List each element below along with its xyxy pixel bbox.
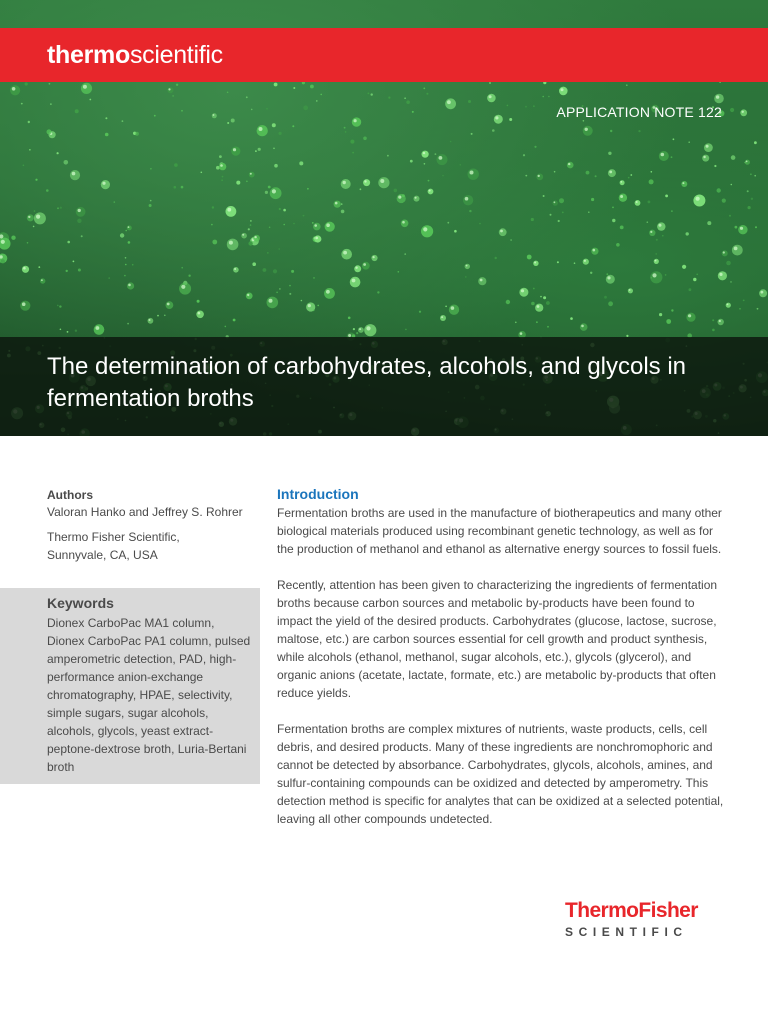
hero-banner <box>0 0 768 436</box>
keywords-box <box>0 588 260 784</box>
intro-paragraph-3: Fermentation broths are complex mixtures of nutrients, waste products, cells, cell debris, and desired products. Many of these ingredients are nonchromophoric and cannot be detected by absorbance. Carbohydrates, glycols, alcohols, amines, and sulfur-containing compounds can be oxidized and detected by amperometry. This detection method is specific for analytes that can be oxidized at a selected potential, leaving all other compounds undetected. <box>277 722 724 826</box>
introduction-heading: Introduction <box>277 486 359 502</box>
authors-label: Authors <box>47 488 93 502</box>
affiliation-line1: Thermo Fisher Scientific, <box>47 530 180 544</box>
introduction-body <box>277 504 727 846</box>
intro-paragraph-1: Fermentation broths are used in the manufacture of biotherapeutics and many other biological materials produced using recombinant genetic technology, as well as for the production of methanol and ethanol as alternative energy sources to fossil fuels. <box>277 506 722 556</box>
brand-part1: thermo <box>47 41 130 69</box>
keywords-text: Dionex CarboPac MA1 column, Dionex CarboPac PA1 column, pulsed amperometric detection, PAD, high-performance anion-exchange chromatography, HPAE, selectivity, simple sugars, sugar alcohols, alcohols, glycols, yeast extract-peptone-dextrose broth, Luria-Bertani broth <box>47 616 251 774</box>
thermo-fisher-logo-bottom: SCIENTIFIC <box>565 925 688 939</box>
thermo-fisher-logo-top: ThermoFisher <box>565 899 698 922</box>
thermo-scientific-logo <box>47 40 223 70</box>
brand-part2: scientific <box>129 41 223 69</box>
authors-names: Valoran Hanko and Jeffrey S. Rohrer <box>47 505 243 519</box>
page-title: The determination of carbohydrates, alcohols, and glycols in fermentation broths <box>47 353 687 412</box>
keywords-title: Keywords <box>47 595 114 611</box>
affiliation <box>47 528 247 564</box>
thermo-fisher-logo <box>565 899 725 940</box>
title-band <box>0 337 768 436</box>
brand-bar <box>0 28 768 82</box>
intro-paragraph-2: Recently, attention has been given to characterizing the ingredients of fermentation broths because carbon sources and metabolic by-products have been found to impact the yield of the desired products. Carbohydrates (glucose, lactose, sucrose, maltose, etc.) are carbon sources essential for cell growth and product synthesis, while alcohols (ethanol, methanol, sugar alcohols, etc.), glycols (glycerol), and organic anions (acetate, lactate, formate, etc.) are metabolic by-products that often reduce yields. <box>277 578 718 700</box>
application-note-label: APPLICATION NOTE 122 <box>556 104 722 120</box>
affiliation-line2: Sunnyvale, CA, USA <box>47 548 158 562</box>
